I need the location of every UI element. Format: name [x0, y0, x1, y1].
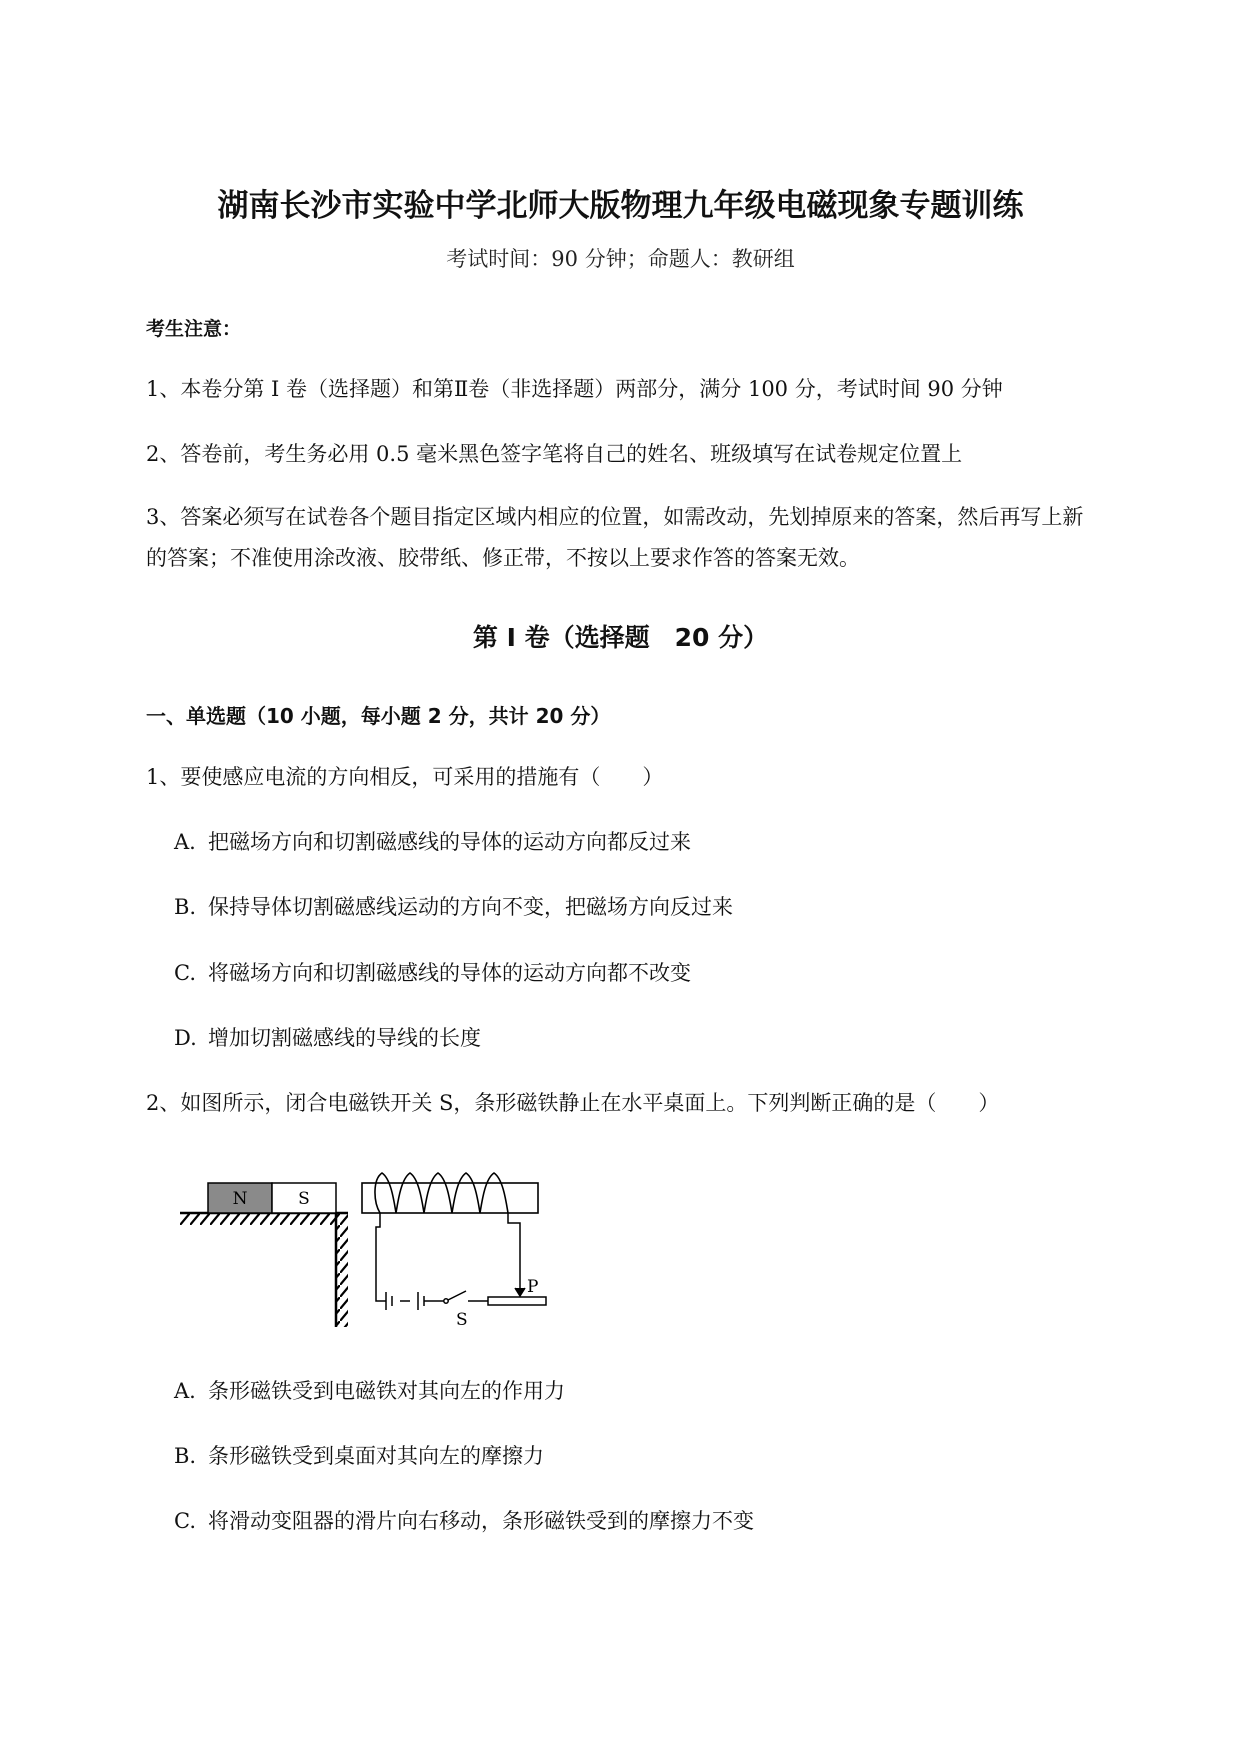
option-c [174, 1506, 754, 1536]
magnet-s-label: S [298, 1189, 310, 1209]
option-b [174, 1441, 544, 1471]
slider-label: P [527, 1277, 539, 1297]
circuit [376, 1213, 546, 1310]
option-letter: A. [174, 1379, 196, 1403]
notice-item-continued: 的答案；不准使用涂改液、胶带纸、修正带，不按以上要求作答的答案无效。 [146, 546, 860, 570]
question-stem: 1、要使感应电流的方向相反，可采用的措施有（ ） [146, 765, 664, 789]
table-surface [180, 1213, 348, 1327]
notice-item: 3、答案必须写在试卷各个题目指定区域内相应的位置，如需改动，先划掉原来的答案，然后再写上新 [146, 505, 1084, 529]
option-letter: A. [174, 830, 196, 854]
electromagnet [362, 1173, 538, 1213]
notice-item: 1、本卷分第 I 卷（选择题）和第Ⅱ卷（非选择题）两部分，满分 100 分，考试时间 90 分钟 [146, 377, 1003, 401]
magnet-n-label: N [232, 1189, 248, 1209]
option-letter: B. [174, 1444, 197, 1468]
switch-label: S [456, 1310, 468, 1330]
option-letter: B. [174, 895, 197, 919]
option-text: 把磁场方向和切割磁感线的导体的运动方向都反过来 [208, 830, 691, 854]
option-b [174, 892, 733, 922]
option-letter: C. [174, 1509, 196, 1533]
question-stem: 2、如图所示，闭合电磁铁开关 S，条形磁铁静止在水平桌面上。下列判断正确的是（ ） [146, 1091, 1000, 1115]
option-text: 将磁场方向和切割磁感线的导体的运动方向都不改变 [208, 961, 691, 985]
option-text: 保持导体切割磁感线运动的方向不变，把磁场方向反过来 [208, 895, 733, 919]
option-text: 增加切割磁感线的导线的长度 [208, 1026, 481, 1050]
electromagnet-figure [170, 1165, 590, 1335]
exam-subtitle: 考试时间：90 分钟；命题人：教研组 [446, 247, 795, 271]
option-text: 条形磁铁受到电磁铁对其向左的作用力 [208, 1379, 565, 1403]
exam-title: 湖南长沙市实验中学北师大版物理九年级电磁现象专题训练 [217, 188, 1024, 224]
option-text: 将滑动变阻器的滑片向右移动，条形磁铁受到的摩擦力不变 [208, 1509, 754, 1533]
bar-magnet [208, 1183, 336, 1213]
section-title: 第 I 卷（选择题 20 分） [472, 623, 769, 652]
option-a [174, 1376, 565, 1406]
option-letter: C. [174, 961, 196, 985]
option-text: 条形磁铁受到桌面对其向左的摩擦力 [208, 1444, 544, 1468]
notice-heading: 考生注意： [146, 318, 242, 340]
option-c [174, 958, 691, 988]
option-d [174, 1023, 481, 1053]
part-heading: 一、单选题（10 小题，每小题 2 分，共计 20 分） [146, 704, 611, 728]
option-letter: D. [174, 1026, 197, 1050]
notice-item: 2、答卷前，考生务必用 0.5 毫米黑色签字笔将自己的姓名、班级填写在试卷规定位置上 [146, 442, 963, 466]
option-a [174, 827, 691, 857]
